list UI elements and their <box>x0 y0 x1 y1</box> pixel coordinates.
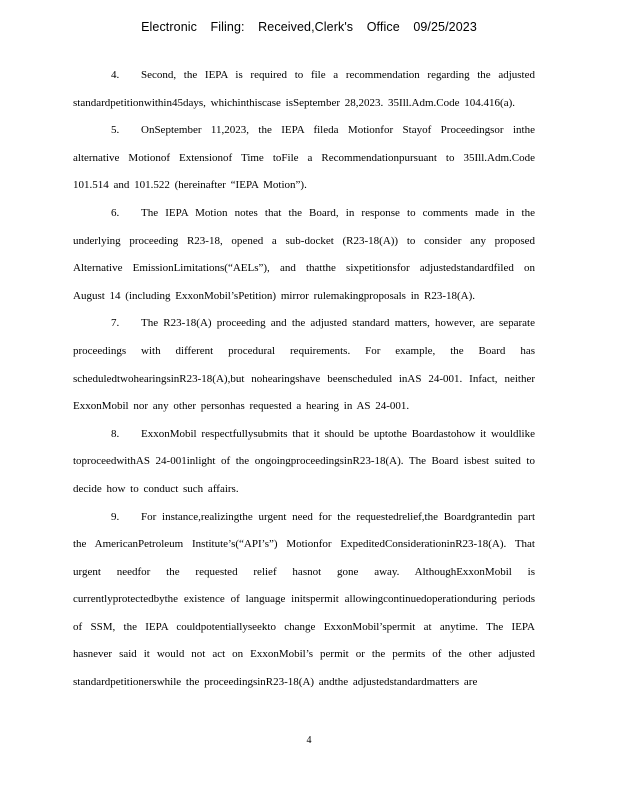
paragraph-text: OnSeptember 11,2023, the IEPA fileda Motionfor Stayof Proceedingsor inthe alternative Motionof Extensionof Time toFile a Recommendationpursuant to 35Ill.Adm.Code 101.514 and 101.522 (hereinafter “IEPA Motion”). <box>73 124 535 192</box>
document-body <box>73 62 535 697</box>
paragraph-9 <box>73 504 535 697</box>
paragraph-number: 6. <box>111 206 120 219</box>
paragraph-text: Second, the IEPA is required to file a recommendation regarding the adjusted standardpetitionwithin45days, whichinthiscase isSeptember 28,2023. 35Ill.Adm.Code 104.416(a). <box>73 69 535 109</box>
page-number: 4 <box>306 735 312 746</box>
paragraph-text: The R23-18(A) proceeding and the adjusted standard matters, however, are separate proceedings with different procedural requirements. For example, the Board has scheduledtwohearingsinR23-18(A),but nohearingshave beenscheduled inAS 24-001. Infact, neither ExxonMobil nor any other personhas requested a hearing in AS 24-001. <box>73 317 535 413</box>
paragraph-text: For instance,realizingthe urgent need for the requestedrelief,the Boardgrantedin part the AmericanPetroleum Institute’s(“API’s”) Motionfor ExpeditedConsiderationinR23-18(A). That urgent needfor the requested relief hasnot gone away. AlthoughExxonMobil is currentlyprotectedbythe existence of language initspermit allowingcontinuedoperationduring periods of SSM, the IEPA couldpotentiallyseekto change ExxonMobil’spermit at anytime. The IEPA hasnever said it would not act on ExxonMobil’s permit or the permits of the other adjusted standardpetitionerswhile the proceedingsinR23-18(A) andthe adjustedstandardmatters are <box>73 510 535 689</box>
paragraph-8 <box>73 421 535 504</box>
paragraph-text: The IEPA Motion notes that the Board, in response to comments made in the underlying proceeding R23-18, opened a sub-docket (R23-18(A)) to consider any proposed Alternative EmissionLimitations(“AELs”), and thatthe sixpetitionsfor adjustedstandardfiled on August 14 (including ExxonMobil’sPetition) mirror rulemakingproposals in R23-18(A). <box>73 206 535 302</box>
paragraph-number: 8. <box>111 427 120 440</box>
paragraph-7 <box>73 310 535 420</box>
paragraph-6 <box>73 200 535 310</box>
paragraph-number: 5. <box>111 124 120 137</box>
paragraph-number: 7. <box>111 317 120 330</box>
paragraph-text: ExxonMobil respectfullysubmits that it should be uptothe Boardastohow it wouldlike toproceedwithAS 24-001inlight of the ongoingproceedingsinR23-18(A). The Board isbest suited to decide how to conduct such affairs. <box>73 427 535 495</box>
paragraph-5 <box>73 117 535 200</box>
paragraph-number: 9. <box>111 510 120 523</box>
paragraph-number: 4. <box>111 69 120 81</box>
paragraph-4 <box>73 62 535 117</box>
filing-header: Electronic Filing: Received,Clerk's Office 09/25/2023 <box>141 20 477 34</box>
